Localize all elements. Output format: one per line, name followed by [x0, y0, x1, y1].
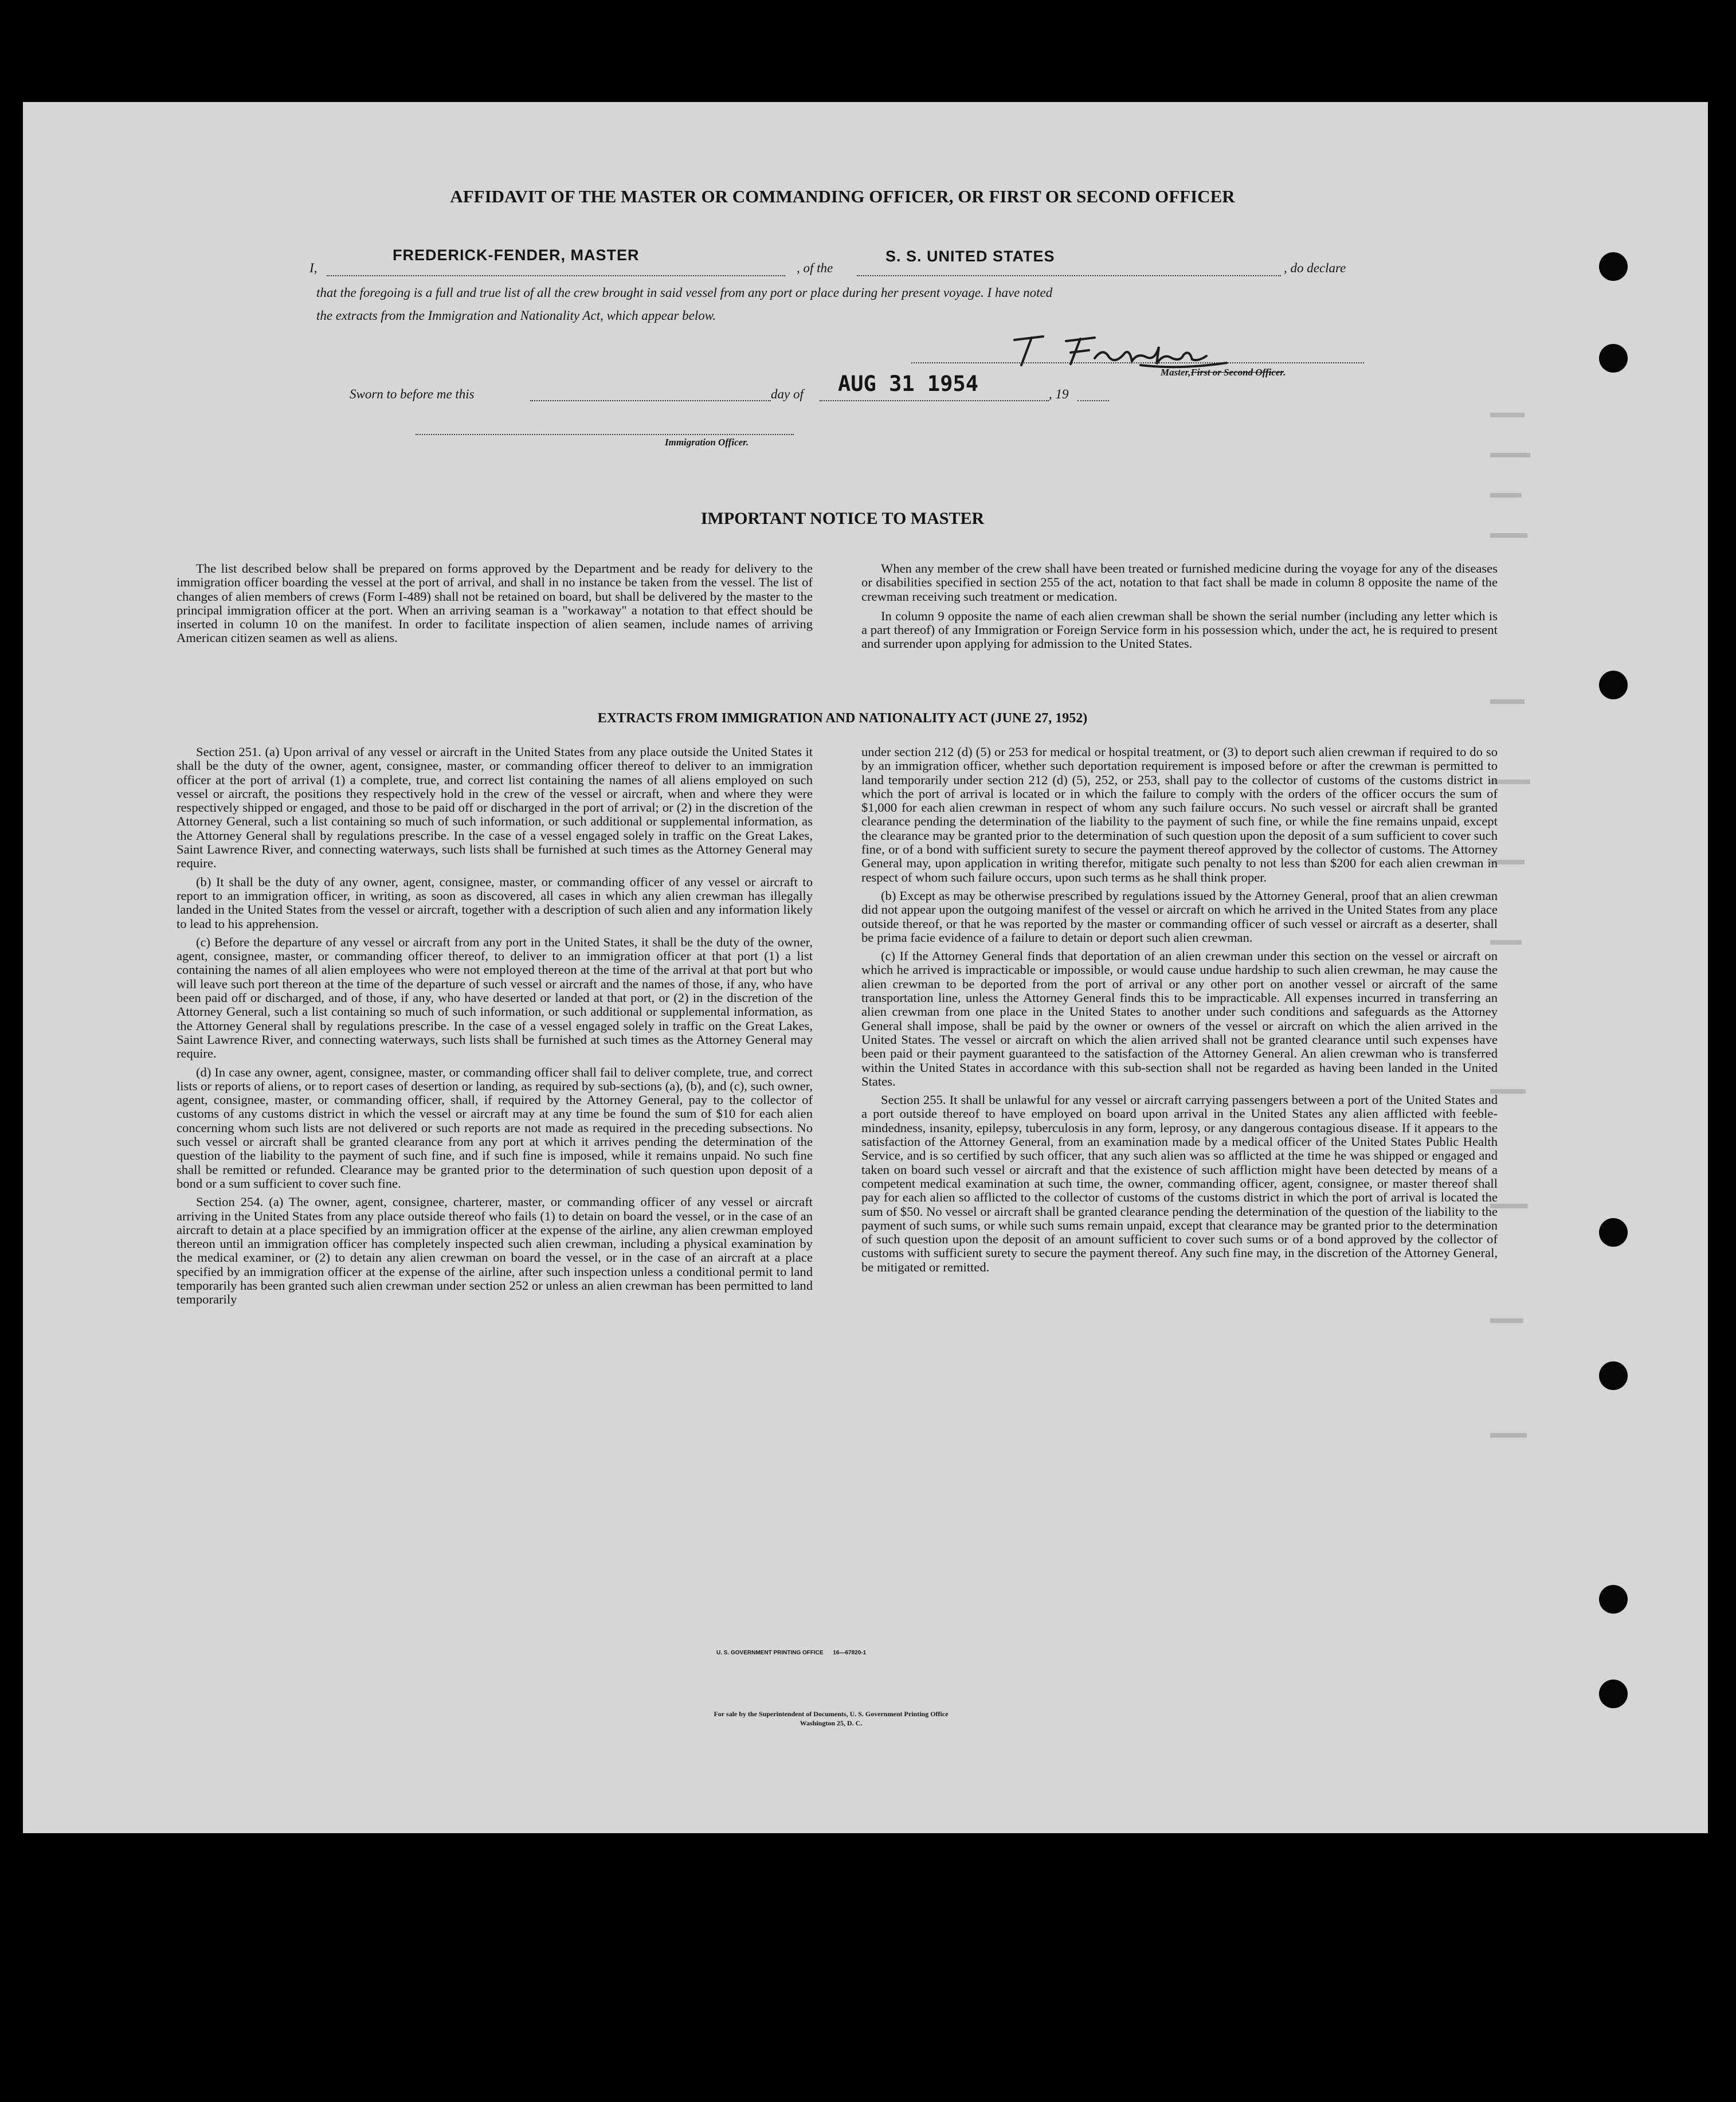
notice-right-paragraph-1: When any member of the crew shall have been treated or furnished medicine during the voyage for any of the diseases or disabilities specified in section 255 of the act, notation to that fact shall be made in column 8 opposite the name of the crewman receiving such treatment or medication.: [861, 561, 1498, 604]
gpo-line: U. S. GOVERNMENT PRINTING OFFICE 16—67820-1: [716, 1650, 867, 1656]
extract-left-paragraph: (b) It shall be the duty of any owner, agent, consignee, master, or commanding officer of any vessel or aircraft to report to an immigration officer, in writing, as soon as discovered, all cases in which any alien crewman has illegally landed in the United States from the vessel or aircraft, together with a description of such alien and any information likely to lead to his apprehension.: [177, 874, 813, 931]
year-line: [1077, 400, 1109, 401]
vessel-field-line: [857, 275, 1281, 276]
master-name-field[interactable]: FREDERICK-FENDER, MASTER: [393, 246, 640, 264]
notice-right-column: [861, 562, 1498, 651]
i-label: I,: [309, 261, 318, 275]
binder-hole: [1599, 1361, 1628, 1390]
binder-hole: [1599, 671, 1628, 699]
extract-right-paragraph: (b) Except as may be otherwise prescribed by regulations issued by the Attorney General, proof that an alien crewman did not appear upon the outgoing manifest of the vessel or aircraft on which he arrived in the United States from any place outside thereof, or that he was reported by the master or commanding officer of such vessel or aircraft as a deserter, shall be prima facie evidence of a failure to detain or deport such alien crewman.: [861, 888, 1498, 945]
extract-left-paragraph: Section 254. (a) The owner, agent, consignee, charterer, master, or commanding officer of any vessel or aircraft arriving in the United States from any place outside thereof who fails (1) to detain on board the vessel, or in the case of an aircraft to detain at a place specified by an immigration officer at the expense of the airline, any alien crewman employed thereon until an immigration officer has completely inspected such alien crewman, including a physical examination by the medical examiner, or (2) to detain any alien crewman on board the vessel, or in the case of an aircraft at a place specified by an immigration officer at the expense of the airline, after such inspection unless a conditional permit to land temporarily has been granted such alien crewman under section 252 or unless an alien crewman has been permitted to land temporarily: [177, 1195, 813, 1307]
notice-left-column: [177, 562, 813, 645]
master-title-caption: [1161, 367, 1286, 378]
of-the-label: , of the: [797, 261, 833, 275]
immigration-officer-line: [416, 434, 794, 435]
extract-right-paragraph: (c) If the Attorney General finds that deportation of an alien crewman under this section on the vessel or aircraft on which he arrived is impracticable or impossible, or would cause undue hardship to such alien crewman, he may cause the alien crewman to be deported from the port of arrival or any other port on another vessel or aircraft of the same transportation line, unless the Attorney General finds this to be impracticable. All expenses incurred in transferring an alien crewman from one place in the United States to another under such conditions and safeguards as the Attorney General shall impose, shall be paid by the owner or owners of the vessel or aircraft on which the alien arrived in the United States. The vessel or aircraft on which the alien arrived shall not be granted clearance until such expenses have been paid or their payment guaranteed to the satisfaction of the Attorney General. An alien crewman who is transferred within the United States in accordance with this sub-section shall not be regarded as having been landed in the United States.: [861, 949, 1498, 1089]
master-label-end: .: [1283, 367, 1286, 378]
binder-hole: [1599, 1680, 1628, 1708]
vessel-name-field[interactable]: S. S. UNITED STATES: [885, 248, 1055, 265]
immigration-officer-label: Immigration Officer.: [665, 437, 749, 448]
sworn-label: Sworn to before me this: [350, 387, 475, 401]
extract-right-paragraph: Section 255. It shall be unlawful for any vessel or aircraft carrying passengers between a port of the United States and a port outside thereof to have employed on board upon arrival in the United States any alien afflicted with feeble-mindedness, insanity, epilepsy, tuberculosis in any form, leprosy, or any dangerous contagious disease. If it appears to the satisfaction of the Attorney General, from an examination made by a medical officer of the United States Public Health Service, and is so certified by such officer, that any such alien was so afflicted at the time he was shipped or engaged and taken on board such vessel or aircraft and that the existence of such affliction might have been detected by means of a competent medical examination at such time, the owner, commanding officer, agent, consignee, or master thereof shall pay for each alien so afflicted to the collector of customs of the customs district in which the port of arrival is located the sum of $50. No vessel or aircraft shall be granted clearance pending the determination of the question of the liability to the payment of such sums, or while such sums remain unpaid, except that clearance may be granted prior to the determination of such question upon the deposit of an amount sufficient to cover such sums or of a bond approved by the collector of customs with sufficient surety to secure the payment thereof. Any such fine may, in the discretion of the Attorney General, be mitigated or remitted.: [861, 1093, 1498, 1274]
struck-officer-label: First or Second Officer: [1190, 367, 1284, 378]
extract-right-paragraph: under section 212 (d) (5) or 253 for medical or hospital treatment, or (3) to deport such alien crewman if required to do so by an immigration officer, whether such deportation requirement is imposed before or after the crewman is permitted to land temporarily under section 212 (d) (5), 252, or 253, shall pay to the collector of customs of the customs district in which the port of arrival is located or in which the failure to comply with the orders of the officer occurs the sum of $1,000 for each alien crewman in respect of whom any such failure occurs. No such vessel or aircraft shall be granted clearance pending the determination of the liability to the payment of such fine, or while the fine remains unpaid, except the clearance may be granted prior to the determination of such question upon the deposit of a sum sufficient to cover such fine, or of a bond with sufficient surety to secure the payment thereof approved by the collector of customs. The Attorney General may, upon application in writing therefor, mitigate such penalty to not less than $200 for each alien crewman in respect of whom such failure occurs, upon such terms as he shall think proper.: [861, 745, 1498, 884]
extracts-right-column: [861, 745, 1498, 1274]
binder-hole: [1599, 1218, 1628, 1247]
day-of-label: day of: [771, 387, 804, 401]
date-stamp[interactable]: AUG 31 1954: [838, 371, 979, 396]
sale-notice: [573, 1709, 1089, 1728]
extract-left-paragraph: (d) In case any owner, agent, consignee, master, or commanding officer shall fail to deliver complete, true, and correct lists or reports of aliens, or to report cases of desertion or landing, as required by sub-sections (a), (b), and (c), such owner, agent, consignee, master, or commanding officer, shall, if required by the Attorney General, pay to the collector of customs of any customs district in which the vessel or aircraft may at any time be found the sum of $10 for each alien concerning whom such lists are not delivered or such reports are not made as required in the preceding subsections. No such vessel or aircraft shall be granted clearance from any port at which it arrives pending the determination of the question of the liability to the payment of such fine, and if such fine is imposed, while it remains unpaid. No such fine shall be remitted or refunded. Clearance may be granted prior to the determination of such question upon deposit of a bond or a sum sufficient to cover such fine.: [177, 1064, 813, 1191]
year-label: , 19: [1049, 387, 1069, 401]
extracts-title: EXTRACTS FROM IMMIGRATION AND NATIONALITY ACT (JUNE 27, 1952): [597, 711, 1088, 726]
affidavit-title: AFFIDAVIT OF THE MASTER OR COMMANDING OFFICER, OR FIRST OR SECOND OFFICER: [450, 186, 1235, 206]
extract-left-paragraph: (c) Before the departure of any vessel or aircraft from any port in the United States, it shall be the duty of the owner, agent, consignee, master, or commanding officer thereof, to deliver to an immigration officer at that port (1) a list containing the names of all alien employees who were not employed thereon at the time of the arrival at that port but who will leave such port thereon at the time of the departure of such vessel or aircraft and the names of those, if any, who have been paid off or discharged, and of those, if any, who have deserted or landed at that port, or (2) in the discretion of the Attorney General, such a list containing so much of such information, or such additional or supplemental information, as the Attorney General shall by regulations prescribe. In the case of a vessel engaged solely in traffic on the Great Lakes, Saint Lawrence River, and connecting waterways, such lists shall be furnished at such times as the Attorney General may require.: [177, 934, 813, 1061]
sale-line-2: Washington 25, D. C.: [800, 1719, 863, 1727]
sale-line-1: For sale by the Superintendent of Documents, U. S. Government Printing Office: [714, 1710, 949, 1718]
notice-title: IMPORTANT NOTICE TO MASTER: [700, 509, 985, 528]
notice-left-paragraph: The list described below shall be prepared on forms approved by the Department and be ready for delivery to the immigration officer boarding the vessel at the port of arrival, and shall in no instance be taken from the vessel. The list of changes of alien members of crews (Form I-489) shall not be retained on board, but shall be delivered by the master to the principal immigration officer at the port. When an arriving seaman is a "workaway" a notation to that effect should be inserted in column 10 on the manifest. In order to facilitate inspection of alien seamen, include names of arriving American citizen seamen as well as aliens.: [177, 561, 813, 645]
extracts-left-column: [177, 745, 813, 1307]
binder-hole: [1599, 1585, 1628, 1614]
sworn-day-line: [530, 400, 771, 401]
do-declare-label: , do declare: [1284, 261, 1346, 275]
name-field-line: [327, 275, 785, 276]
binder-hole: [1599, 344, 1628, 373]
statement-line-2: the extracts from the Immigration and Nationality Act, which appear below.: [316, 308, 716, 323]
month-line: [820, 400, 1049, 401]
notice-right-paragraph-2: In column 9 opposite the name of each alien crewman shall be shown the serial number (including any letter which is a part thereof) of any Immigration or Foreign Service form in his possession which, under the act, he is required to present and surrender upon applying for admission to the United States.: [861, 608, 1498, 651]
statement-line-1: that the foregoing is a full and true list of all the crew brought in said vessel from any port or place during her present voyage. I have noted: [316, 285, 1053, 300]
signature-line: [911, 362, 1364, 363]
extract-left-paragraph: Section 251. (a) Upon arrival of any vessel or aircraft in the United States from any place outside the United States it shall be the duty of the owner, agent, consignee, master, or commanding officer thereof to deliver to an immigration officer at the port of arrival (1) a complete, true, and correct list containing the names of all aliens employed on such vessel or aircraft, the positions they respectively hold in the crew of the vessel or aircraft, when and where they were respectively shipped or engaged, and those to be paid off or discharged in the port of arrival; or (2) in the discretion of the Attorney General, such a list containing so much of such information, or such additional or supplemental information, as the Attorney General shall by regulations prescribe. In the case of a vessel engaged solely in traffic on the Great Lakes, Saint Lawrence River, and connecting waterways, such lists shall be furnished at such times as the Attorney General may require.: [177, 745, 813, 871]
binder-hole: [1599, 252, 1628, 281]
master-label: Master,: [1161, 367, 1191, 378]
